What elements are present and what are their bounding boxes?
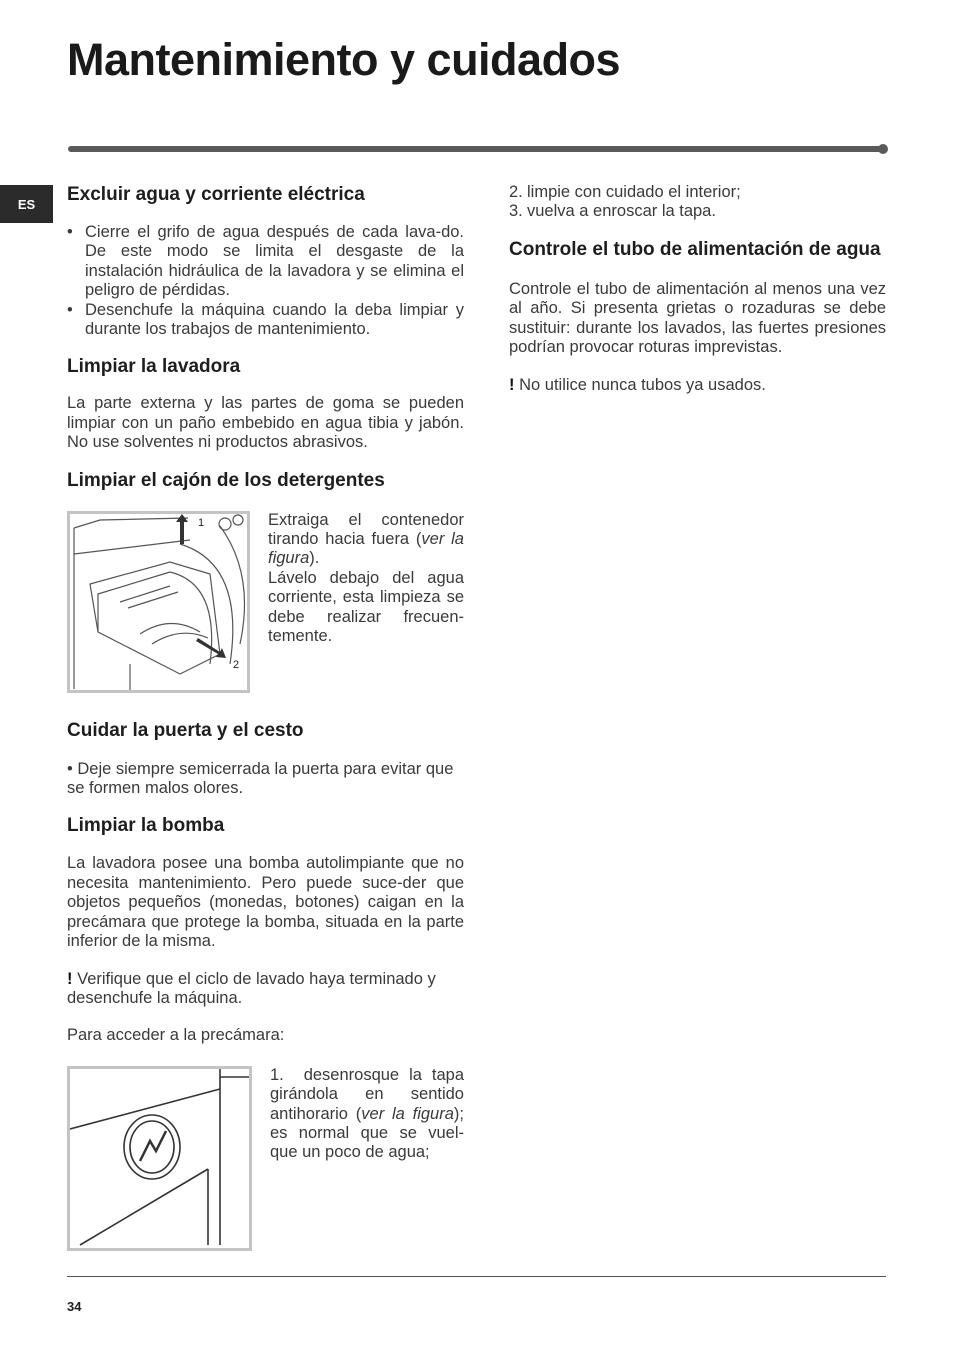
section-heading-excluir: Excluir agua y corriente eléctrica bbox=[67, 184, 365, 205]
bomba-warning-text: Verifique que el ciclo de lavado haya terminado y desenchufe la máquina. bbox=[67, 969, 436, 1007]
cajon-text-part: ). bbox=[309, 549, 320, 568]
pump-cover-illustration bbox=[70, 1069, 249, 1248]
section-heading-bomba: Limpiar la bomba bbox=[67, 815, 225, 837]
title-divider bbox=[68, 146, 884, 152]
pump-cover-figure bbox=[67, 1066, 252, 1251]
step-number: 1. bbox=[270, 1065, 284, 1084]
right-column bbox=[509, 180, 886, 396]
warning-icon: ! bbox=[67, 969, 73, 988]
cajon-figure-row bbox=[67, 511, 464, 693]
list-item: • Cierre el grifo de agua después de cada lava-do. De este modo se limita el desgaste de la instalación hidráulica de la lavadora y se elimina el peligro de pérdidas. bbox=[67, 223, 464, 301]
step1-text-part: desenrosque la tapa girándola en sentido antihorario ( bbox=[270, 1065, 464, 1123]
step1-text-italic: ver la figura bbox=[361, 1104, 454, 1123]
step1-text-part: ); es normal que se vuel-que un poco de agua; bbox=[270, 1104, 464, 1162]
bomba-access-text: Para acceder a la precámara: bbox=[67, 1026, 285, 1045]
section-heading-tubo: Controle el tubo de alimentación de agua bbox=[509, 238, 881, 260]
excluir-list bbox=[67, 223, 464, 339]
figure-label-2: 2 bbox=[233, 658, 240, 671]
footer-divider bbox=[67, 1276, 886, 1277]
cajon-text-2: Lávelo debajo del agua corriente, esta limpieza se debe realizar frecuen-temente. bbox=[268, 568, 464, 646]
section-heading-limpiar-lavadora: Limpiar la lavadora bbox=[67, 356, 241, 378]
step-text: vuelva a enroscar la tapa. bbox=[527, 202, 716, 221]
section-heading-puerta: Cuidar la puerta y el cesto bbox=[67, 719, 304, 741]
list-item bbox=[509, 202, 886, 221]
page-number: 34 bbox=[67, 1299, 82, 1314]
cajon-text-part: Extraiga el contenedor tirando hacia fuera ( bbox=[268, 510, 464, 549]
language-tab: ES bbox=[0, 185, 53, 223]
detergent-drawer-figure bbox=[67, 511, 250, 693]
warning-icon: ! bbox=[509, 376, 515, 395]
detergent-drawer-illustration bbox=[70, 514, 247, 690]
cajon-text-italic: ver la figura bbox=[268, 530, 464, 568]
left-column bbox=[67, 180, 464, 1251]
limpiar-lavadora-text: La parte externa y las partes de goma se pueden limpiar con un paño embebido en agua tibia y jabón. No use solventes ni productos abrasivos. bbox=[67, 394, 464, 452]
section-heading-cajon: Limpiar el cajón de los detergentes bbox=[67, 469, 385, 491]
bomba-step-1 bbox=[270, 1066, 464, 1251]
bomba-figure-row bbox=[67, 1066, 464, 1251]
page-title: Mantenimiento y cuidados bbox=[67, 34, 621, 85]
bomba-warning bbox=[67, 970, 464, 1009]
figure-label-1: 1 bbox=[198, 516, 205, 529]
step-number: 2. bbox=[509, 183, 523, 201]
cajon-text bbox=[268, 511, 464, 693]
tubo-warning-text: No utilice nunca tubos ya usados. bbox=[519, 376, 766, 395]
step-number: 3. bbox=[509, 202, 523, 221]
tubo-warning bbox=[509, 376, 886, 395]
bomba-text: La lavadora posee una bomba autolimpiante que no necesita mantenimiento. Pero puede suce-der que objetos pequeños (monedas, botones) caigan en la precámara que protege la bomba, situada en la parte inferior de la misma. bbox=[67, 854, 464, 951]
bomba-steps-continued bbox=[509, 183, 886, 222]
list-item: • Desenchufe la máquina cuando la deba limpiar y durante los trabajos de mantenimiento. bbox=[67, 301, 464, 340]
puerta-bullet: Deje siempre semicerrada la puerta para evitar que se formen malos olores. bbox=[67, 759, 454, 798]
step-text: limpie con cuidado el interior; bbox=[527, 183, 741, 201]
puerta-text: • Deje siempre semicerrada la puerta para evitar que se formen malos olores. bbox=[67, 759, 454, 798]
list-item bbox=[509, 183, 886, 202]
tubo-text: Controle el tubo de alimentación al menos una vez al año. Si presenta grietas o rozaduras se debe sustituir: durante los lavados, las fuertes presiones podrían provocar roturas imprevistas. bbox=[509, 279, 886, 357]
